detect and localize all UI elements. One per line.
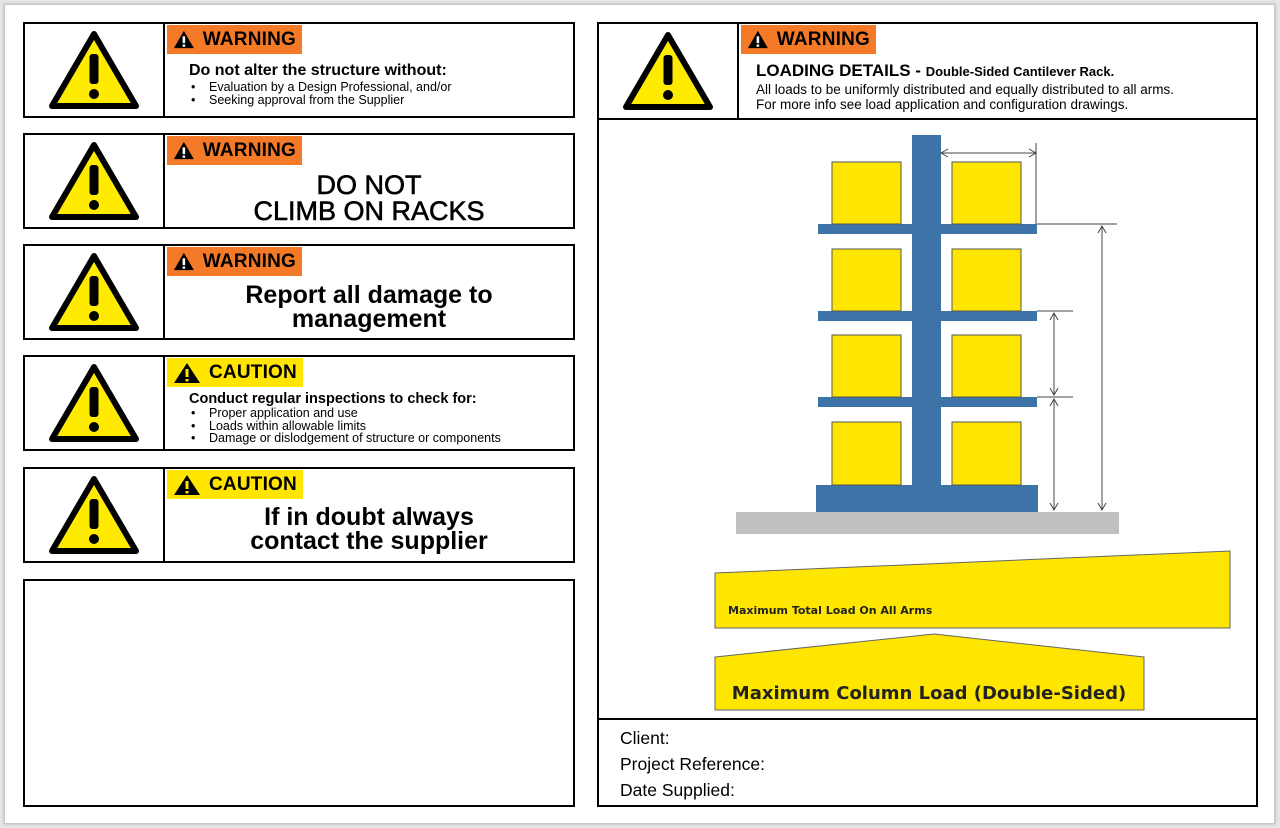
load-box bbox=[952, 422, 1021, 485]
message-line: CLIMB ON RACKS bbox=[253, 196, 485, 226]
date-supplied-field: Date Supplied: bbox=[620, 780, 735, 800]
sign-panel-contact-supplier bbox=[23, 467, 575, 563]
sign-message bbox=[165, 283, 573, 331]
warning-triangle-icon bbox=[599, 24, 739, 118]
small-warning-icon bbox=[173, 251, 195, 272]
small-warning-icon bbox=[173, 474, 201, 496]
small-warning-icon bbox=[747, 29, 769, 50]
rack-arm bbox=[818, 311, 1037, 321]
warning-tag bbox=[167, 136, 302, 165]
floor-slab bbox=[736, 512, 1119, 534]
load-box bbox=[832, 249, 901, 311]
message-line: DO NOT bbox=[316, 170, 422, 200]
rack-arm bbox=[818, 224, 1037, 234]
loading-title bbox=[756, 61, 1114, 81]
cantilever-rack-diagram bbox=[599, 120, 1256, 718]
message-line: If in doubt always bbox=[264, 503, 474, 531]
warning-tag-label: WARNING bbox=[776, 28, 870, 50]
loading-header bbox=[599, 24, 1256, 120]
sign-panel-alter-structure bbox=[23, 22, 575, 118]
message-line: management bbox=[291, 305, 447, 333]
blank-panel bbox=[23, 579, 575, 807]
bullet-list bbox=[191, 407, 501, 445]
project-reference-field: Project Reference: bbox=[620, 754, 765, 774]
small-warning-icon bbox=[173, 140, 195, 161]
caution-tag-label: CAUTION bbox=[209, 361, 297, 383]
list-item: • Damage or dislodgement of structure or components bbox=[191, 432, 501, 445]
bullet-list bbox=[191, 81, 452, 106]
caution-tag bbox=[167, 470, 303, 499]
load-box bbox=[832, 162, 901, 224]
sign-heading: Do not alter the structure without: bbox=[189, 62, 447, 79]
rack-arm bbox=[818, 397, 1037, 407]
warning-triangle-icon bbox=[25, 246, 165, 338]
warning-tag bbox=[167, 25, 302, 54]
project-info bbox=[599, 718, 1256, 805]
load-box bbox=[952, 249, 1021, 311]
warning-tag-label: WARNING bbox=[202, 28, 296, 50]
loading-instruction: All loads to be uniformly distributed and equally distributed to all arms. bbox=[756, 82, 1174, 97]
list-item: • Proper application and use bbox=[191, 407, 501, 420]
warning-tag bbox=[741, 25, 876, 54]
loading-instruction: For more info see load application and configuration drawings. bbox=[756, 97, 1129, 112]
sign-message bbox=[165, 172, 573, 224]
caution-tag bbox=[167, 358, 303, 387]
warning-tag-label: WARNING bbox=[202, 139, 296, 161]
warning-tag bbox=[167, 247, 302, 276]
caution-tag-label: CAUTION bbox=[209, 473, 297, 495]
max-total-load-label: Maximum Total Load On All Arms bbox=[728, 604, 933, 617]
warning-triangle-icon bbox=[25, 469, 165, 561]
message-line: contact the supplier bbox=[250, 527, 488, 555]
warning-triangle-icon bbox=[25, 357, 165, 449]
sign-message bbox=[165, 505, 573, 553]
warning-triangle-icon bbox=[25, 24, 165, 116]
warning-tag-label: WARNING bbox=[202, 250, 296, 272]
loading-title-main: LOADING DETAILS - bbox=[756, 61, 926, 80]
loading-title-sub: Double-Sided Cantilever Rack. bbox=[925, 64, 1115, 79]
load-box bbox=[832, 422, 901, 485]
load-box bbox=[952, 335, 1021, 397]
list-item: • Evaluation by a Design Professional, and/or bbox=[191, 81, 452, 94]
load-box bbox=[952, 162, 1021, 224]
warning-triangle-icon bbox=[25, 135, 165, 227]
list-item: • Loads within allowable limits bbox=[191, 420, 501, 433]
client-field: Client: bbox=[620, 728, 670, 748]
rack-signage-sheet bbox=[4, 4, 1275, 824]
loading-details-panel bbox=[597, 22, 1258, 807]
small-warning-icon bbox=[173, 29, 195, 50]
rack-base bbox=[816, 485, 1038, 512]
small-warning-icon bbox=[173, 362, 201, 384]
message-line: Report all damage to bbox=[245, 281, 493, 309]
rack-column bbox=[912, 135, 941, 485]
list-item: • Seeking approval from the Supplier bbox=[191, 94, 452, 107]
sign-panel-report-damage bbox=[23, 244, 575, 340]
sign-heading: Conduct regular inspections to check for: bbox=[189, 391, 477, 407]
sign-panel-inspections bbox=[23, 355, 575, 451]
max-column-load-label: Maximum Column Load (Double-Sided) bbox=[731, 683, 1127, 704]
sign-panel-do-not-climb bbox=[23, 133, 575, 229]
load-box bbox=[832, 335, 901, 397]
